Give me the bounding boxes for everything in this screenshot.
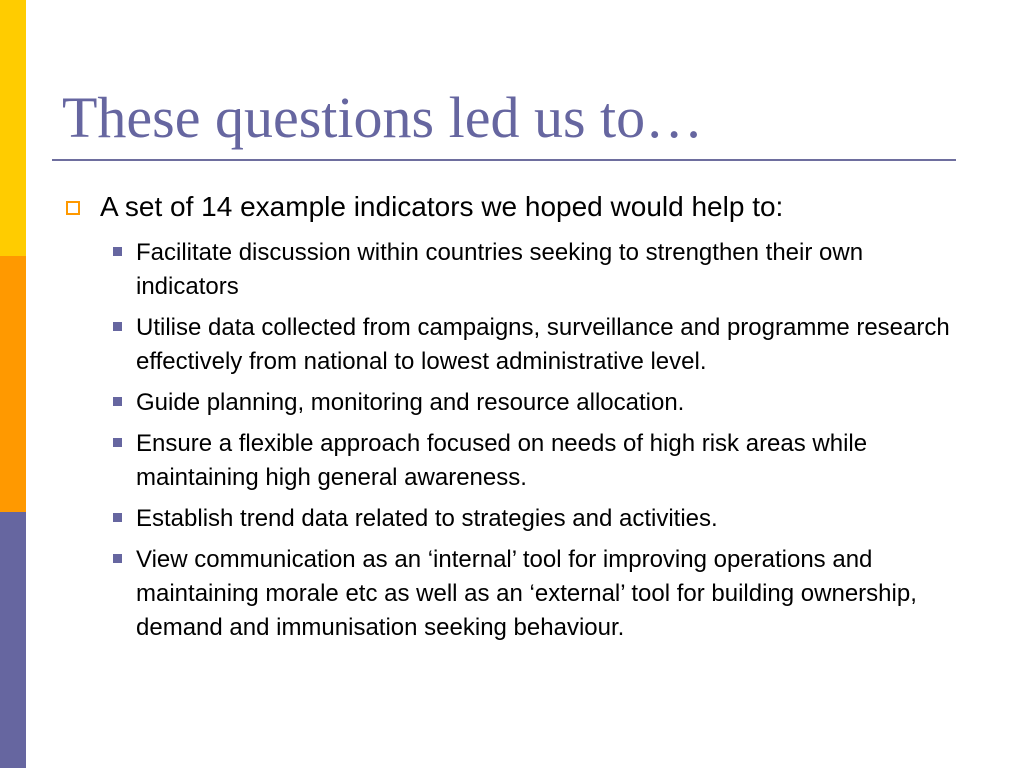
square-bullet-icon xyxy=(113,322,122,331)
square-bullet-icon xyxy=(113,397,122,406)
hollow-square-bullet-icon xyxy=(66,201,80,215)
square-bullet-icon xyxy=(113,438,122,447)
left-accent-bar xyxy=(0,0,26,768)
sub-bullet-item xyxy=(113,502,963,536)
sub-bullet-text: Guide planning, monitoring and resource allocation. xyxy=(136,389,685,416)
accent-bar-orange-segment xyxy=(0,256,26,512)
sub-bullet-item xyxy=(113,427,963,495)
square-bullet-icon xyxy=(113,513,122,522)
sub-bullet-text: Establish trend data related to strategies and activities. xyxy=(136,505,718,532)
sub-bullet-text: Facilitate discussion within countries seeking to strengthen their own indicators xyxy=(136,239,864,300)
sub-bullet-list xyxy=(113,236,963,652)
main-bullet-text: A set of 14 example indicators we hoped would help to: xyxy=(100,191,784,222)
square-bullet-icon xyxy=(113,554,122,563)
sub-bullet-item xyxy=(113,236,963,304)
accent-bar-yellow-segment xyxy=(0,0,26,256)
title-divider xyxy=(52,159,956,161)
sub-bullet-text: Utilise data collected from campaigns, surveillance and programme research effectively from national to lowest administrative level. xyxy=(136,314,950,375)
main-bullet xyxy=(66,189,966,225)
sub-bullet-item xyxy=(113,311,963,379)
square-bullet-icon xyxy=(113,247,122,256)
sub-bullet-text: Ensure a flexible approach focused on needs of high risk areas while maintaining high general awareness. xyxy=(136,430,868,491)
sub-bullet-item xyxy=(113,386,963,420)
sub-bullet-text: View communication as an ‘internal’ tool for improving operations and maintaining morale etc as well as an ‘external’ tool for building ownership, demand and immunisation seeking behaviour. xyxy=(136,546,917,641)
accent-bar-purple-segment xyxy=(0,512,26,768)
sub-bullet-item xyxy=(113,543,963,645)
slide-title: These questions led us to… xyxy=(62,85,704,150)
